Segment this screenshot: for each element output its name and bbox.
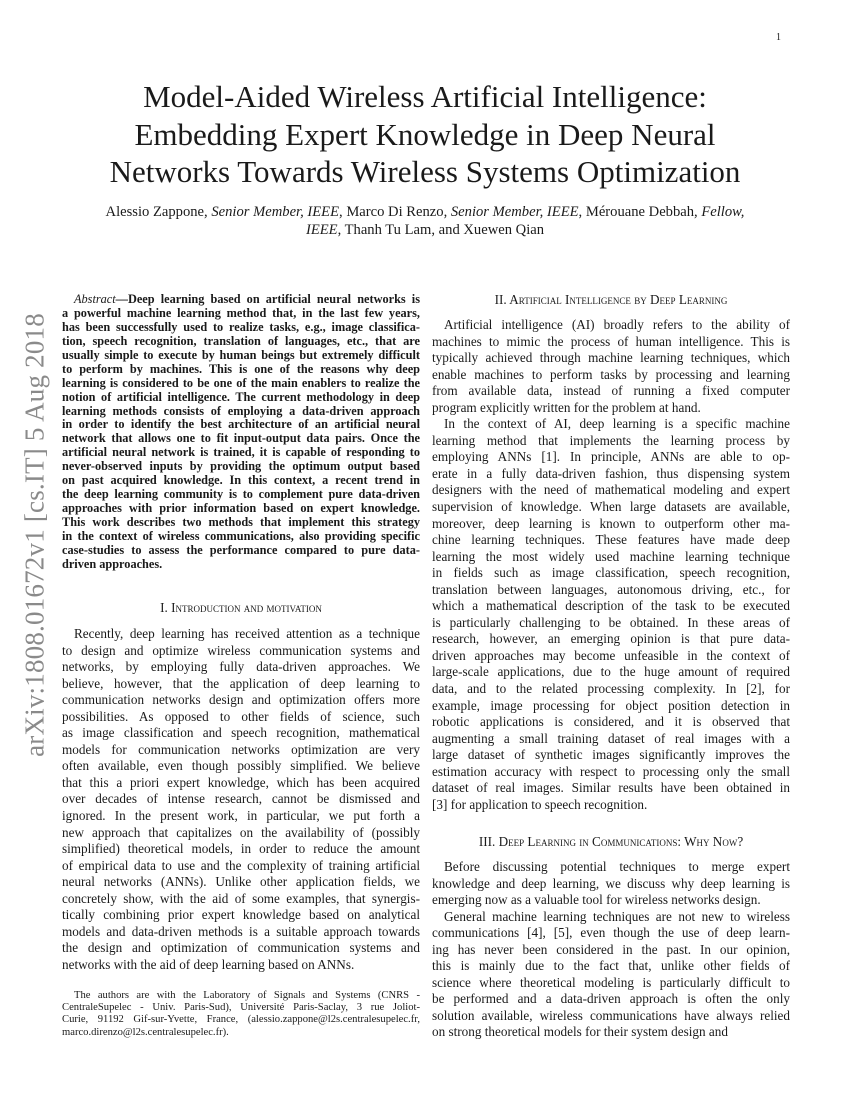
title-line: Embedding Expert Knowledge in Deep Neural: [134, 116, 716, 152]
section-heading-ai: II. Artificial Intelligence by Deep Learning: [494, 292, 728, 307]
text-line: [3] for application to speech recognition.: [432, 796, 648, 812]
text-line: Before discussing potential techniques to merge expert: [444, 859, 790, 874]
text-line: that this a priori expert knowledge, which has been acquired: [62, 774, 420, 790]
text-line: In the context of AI, deep learning is a specific machine: [444, 416, 790, 432]
text-line: networks, by employing fully data-driven approaches. We: [62, 659, 420, 675]
text-line: learning methods consists of employing a data-driven approach: [62, 403, 420, 418]
text-line: never-observed inputs by providing the optimum output based: [62, 459, 420, 474]
paragraph: [432, 416, 790, 813]
text-line: to design and optimize wireless communication systems and: [62, 642, 420, 658]
text-line: networks with the aid of deep learning based on ANNs.: [62, 956, 355, 972]
text-line: concretely show, with the aid of some examples, that synergis-: [62, 890, 420, 906]
text-line: example, image processing for object position detection in: [432, 697, 790, 713]
paper-title: [40, 78, 810, 191]
text-line: large dataset of synthetic images significantly improves the: [432, 747, 790, 763]
section-why-now: [432, 859, 790, 1041]
author-grade: Fellow,: [701, 204, 745, 220]
footnote-text: [62, 990, 420, 1039]
text-line: solution available, wireless communications have always relied: [432, 1007, 790, 1023]
text-line: simplified) theoretical models, in order to reduce the amount: [62, 841, 420, 857]
author-list: [70, 203, 780, 239]
text-line: typically achieved through machine learning techniques, which: [432, 350, 790, 366]
text-line: often available, even though possibly simplified. We believe: [62, 758, 420, 774]
text-line: approaches with prior information based on expert knowledge.: [62, 501, 420, 516]
text-line: the deep learning community is to complement pure data-driven: [62, 487, 420, 502]
text-line: new approach that capitalizes on the availability of (possibly: [62, 824, 420, 840]
abstract-first-text: —Deep learning based on artificial neural networks is: [115, 292, 420, 306]
abstract: [62, 293, 420, 572]
section-heading-why-now: III. Deep Learning in Communications: Why Now?: [478, 834, 744, 849]
text-line: in order to identify the best architecture of an artificial neural: [62, 417, 420, 432]
text-line: enable machines to perform tasks by processing and learning: [432, 366, 790, 382]
paragraph: [432, 317, 790, 416]
text-line: from available data, instead of running a fixed computer: [432, 383, 790, 399]
text-line: estimation accuracy with respect to processing only the small: [432, 763, 790, 779]
text-line: Artificial intelligence (AI) broadly refers to the ability of: [444, 317, 790, 332]
text-line: believe, however, that the application of deep learning to: [62, 675, 420, 691]
text-line: of empirical data to use and the complexity of training artificial: [62, 857, 420, 873]
paragraph: [62, 626, 420, 973]
text-line: CentraleSupelec - Univ. Paris-Sud), Université Paris-Saclay, 3 rue Joliot-: [62, 1002, 420, 1014]
title-line: Networks Towards Wireless Systems Optimization: [109, 154, 741, 189]
text-line: network that allows one to fit input-output data pairs. Once the: [62, 431, 420, 446]
abstract-label: Abstract: [74, 292, 116, 306]
text-line: this is mainly due to the fact that, unlike other fields of: [432, 958, 790, 974]
text-line: program explicitly written for the problem at hand.: [432, 399, 701, 415]
text-line: on past acquired knowledge. In this context, a recent trend in: [62, 473, 420, 488]
text-line: driven approaches may become unfeasible in the context of: [432, 647, 790, 663]
text-line: driven approaches.: [62, 556, 163, 571]
author-text: , Mérouane Debbah,: [578, 204, 702, 220]
text-line: be performed and a data-driven approach is often the only: [432, 991, 790, 1007]
text-line: knowledge and deep learning, we discuss why deep learning is: [432, 875, 790, 891]
footnote: [62, 990, 420, 1039]
arxiv-stamp: arXiv:1808.01672v1 [cs.IT] 5 Aug 2018: [19, 313, 50, 757]
text-line: dataset of real images. Similar results have been obtained in: [432, 780, 790, 796]
author-text: , Marco Di Renzo,: [339, 204, 451, 220]
text-line: learning is considered to be one of the main enablers to realize the: [62, 375, 420, 390]
section-ai: [432, 317, 790, 813]
text-line: on strong theoretical models for their system design and: [432, 1024, 728, 1040]
text-line: augmenting a small training dataset of real images with a: [432, 730, 790, 746]
text-line: in the context of wireless communications, also providing specific: [62, 528, 420, 543]
text-line: tion, speech recognition, translation of languages, etc., that are: [62, 333, 420, 348]
text-line: General machine learning techniques are not new to wireless: [444, 908, 790, 924]
text-line: the design and optimization of communication systems and: [62, 940, 420, 956]
text-line: data, and to the related processing complexity. In [2], for: [432, 681, 790, 697]
text-line: case-studies to assess the performance compared to pure data-: [62, 542, 420, 557]
text-line: large-scale applications, due to the huge amount of required: [432, 664, 790, 680]
text-line: research, however, an emerging opinion is that pure data-: [432, 631, 790, 647]
text-line: usually simple to execute by human beings but extremely difficult: [62, 347, 420, 362]
text-line: robotic applications is considered, and it is observed that: [432, 714, 790, 730]
text-line: translation between languages, autonomous driving, etc., for: [432, 581, 790, 597]
text-line: over decades of intense research, cannot be dismissed and: [62, 791, 420, 807]
text-line: a powerful machine learning method that, in the last few years,: [62, 305, 420, 320]
text-line: as image classification and speech recognition, mathematical: [62, 725, 420, 741]
text-line: employing ANNs [1]. In principle, ANNs are able to op-: [432, 449, 790, 465]
text-line: artificial neural network is trained, it is capable of responding to: [62, 445, 420, 460]
title-line: Model-Aided Wireless Artificial Intelligence:: [143, 79, 707, 114]
section-heading-introduction: I. Introduction and motivation: [160, 600, 322, 615]
author-text: Alessio Zappone,: [105, 204, 212, 220]
text-line: models for communication networks optimization are very: [62, 741, 420, 757]
text-line: The authors are with the Laboratory of Signals and Systems (CNRS -: [74, 990, 420, 1001]
abstract-body: [62, 307, 420, 572]
text-line: machines to mimic the process of human intelligence. This is: [432, 333, 790, 349]
text-line: learning method that implements the learning process by: [432, 432, 790, 448]
text-line: possibilities. As opposed to other fields of science, such: [62, 708, 420, 724]
text-line: designers with the need of mathematical modeling and expert: [432, 482, 790, 498]
text-line: is particularly challenging to be obtained. In these areas of: [432, 614, 790, 630]
text-line: science where theoretical modeling is particularly difficult to: [432, 974, 790, 990]
text-line: moreover, deep learning is known to outperform other ma-: [432, 515, 790, 531]
text-line: erate in a fully data-driven fashion, thus dispensing system: [432, 465, 790, 481]
author-text: , Thanh Tu Lam, and Xuewen Qian: [337, 222, 545, 238]
text-line: Curie, 91192 Gif-sur-Yvette, France, (alessio.zappone@l2s.centralesupelec.fr,: [62, 1014, 420, 1026]
text-line: communication networks design and optimization offers more: [62, 692, 420, 708]
text-line: supervision of knowledge. When large datasets are available,: [432, 499, 790, 515]
paragraph: [432, 909, 790, 1041]
text-line: This work describes two methods that implement this strategy: [62, 515, 420, 529]
text-line: communications [4], [5], even though the use of deep learn-: [432, 925, 790, 941]
text-line: learning the most widely used machine learning technique: [432, 548, 790, 564]
text-line: neural networks (ANNs). Unlike other application fields, we: [62, 874, 420, 890]
text-line: has been successfully used to realize tasks, e.g., image classifica-: [62, 319, 420, 334]
section-introduction: [62, 626, 420, 973]
page-number: 1: [776, 32, 781, 43]
author-grade: IEEE: [305, 222, 338, 238]
text-line: models and data-driven methods is a suitable approach towards: [62, 923, 420, 939]
author-grade: Senior Member, IEEE: [450, 204, 579, 220]
abstract-first-line: [62, 293, 420, 307]
text-line: which a mathematical description of the task to be executed: [432, 598, 790, 614]
text-line: marco.direnzo@l2s.centralesupelec.fr).: [62, 1026, 229, 1038]
text-line: in fields such as image classification, speech recognition,: [432, 565, 790, 581]
text-line: tically combining prior expert knowledge based on analytical: [62, 907, 420, 923]
text-line: Recently, deep learning has received attention as a technique: [74, 626, 420, 641]
author-grade: Senior Member, IEEE: [211, 204, 340, 220]
text-line: ignored. In the present work, in particular, we put forth a: [62, 808, 420, 824]
text-line: notion of artificial intelligence. The current methodology in deep: [62, 389, 420, 404]
text-line: emerging now as a valuable tool for wireless networks design.: [432, 892, 761, 908]
text-line: to perform by machines. This is one of the reasons why deep: [62, 361, 420, 376]
text-line: ing has never been considered in the past. In our opinion,: [432, 941, 790, 957]
text-line: chine learning techniques. These features have made deep: [432, 532, 790, 548]
paragraph: [432, 859, 790, 909]
